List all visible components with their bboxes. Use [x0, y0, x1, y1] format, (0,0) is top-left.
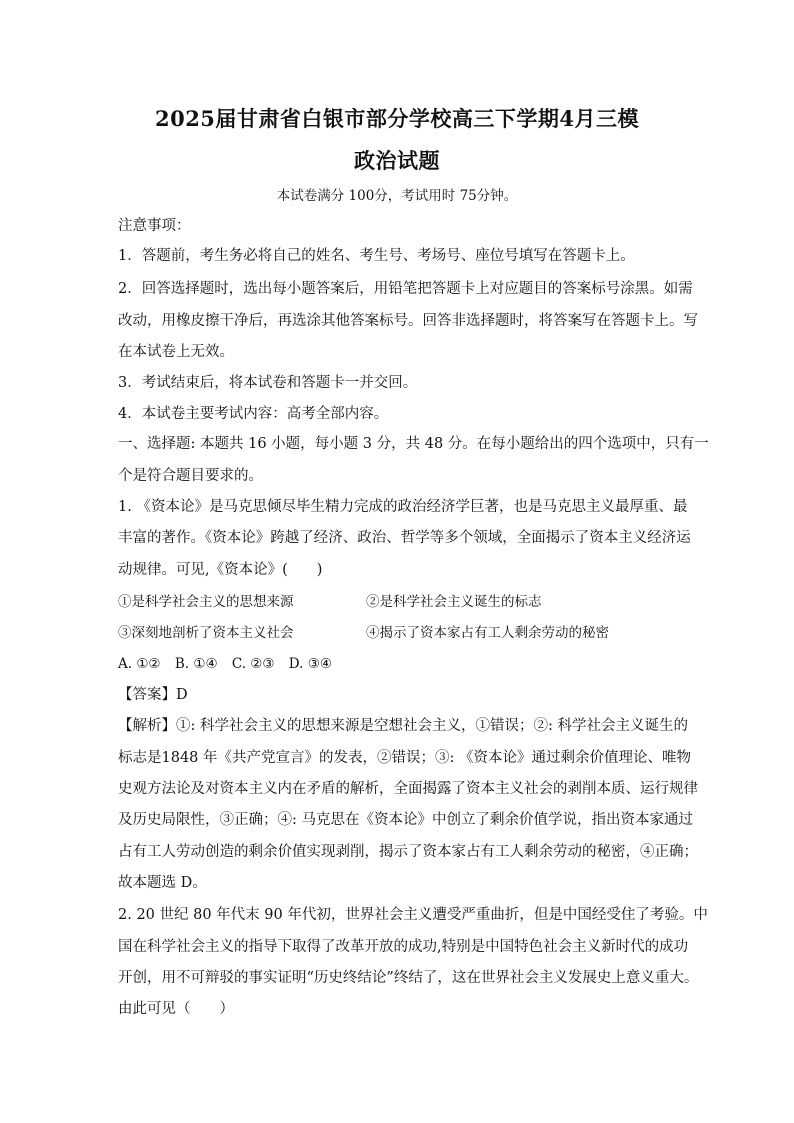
- analysis-line: 【解析】①: 科学社会主义的思想来源是空想社会主义，①错误；②: 科学社会主义诞生的: [118, 718, 688, 734]
- answer-label: 【答案】D: [118, 687, 188, 703]
- question-stem: 开创，用不可辩驳的事实证明“历史终结论”终结了，这在世界社会主义发展史上意义重大。: [118, 970, 699, 986]
- notes-line: 3．考试结束后，将本试卷和答题卡一并交回。: [118, 375, 418, 391]
- notes-line: 4．本试卷主要考试内容：高考全部内容。: [118, 406, 389, 422]
- section-heading: 个是符合题目要求的。: [118, 468, 263, 484]
- question-stem: 动规律。可见,《资本论》( ): [118, 562, 323, 578]
- analysis-line: 及历史局限性，③正确；④: 马克思在《资本论》中创立了剩余价值学说，指出资本家通过: [118, 812, 693, 828]
- question-stem: 国在科学社会主义的指导下取得了改革开放的成功,特别是中国特色社会主义新时代的成功: [118, 939, 689, 955]
- notes-heading: 注意事项：: [118, 218, 191, 234]
- question-stem: 1. 《资本论》是马克思倾尽毕生精力完成的政治经济学巨著，也是马克思主义最厚重、最: [118, 499, 688, 515]
- analysis-line: 标志是1848 年《共产党宣言》的发表，②错误；③: 《资本论》通过剩余价值理论、唯物: [118, 750, 692, 766]
- document-title: 2025届甘肃省白银市部分学校高三下学期4月三模: [154, 106, 640, 131]
- option-item: ④揭示了资本家占有工人剩余劳动的秘密: [366, 625, 609, 641]
- question-stem: 2. 20 世纪 80 年代末 90 年代初，世界社会主义遭受严重曲折，但是中国经受住了考验。中: [118, 907, 708, 923]
- choice-b: B. ①④: [174, 656, 218, 672]
- analysis-line: 史观方法论及对资本主义内在矛盾的解析，全面揭露了资本主义社会的剥削本质、运行规律: [118, 781, 698, 797]
- analysis-line: 故本题选 D。: [118, 875, 207, 891]
- option-item: ②是科学社会主义诞生的标志: [366, 594, 542, 610]
- question-stem: 由此可见（ ）: [118, 1001, 234, 1017]
- document-subtitle: 政治试题: [354, 148, 440, 173]
- choice-d: D. ③④: [288, 656, 332, 672]
- option-item: ③深刻地剖析了资本主义社会: [118, 625, 294, 641]
- question-stem: 丰富的著作。《资本论》跨越了经济、政治、哲学等多个领域，全面揭示了资本主义经济运: [118, 530, 691, 546]
- choice-a: A. ①②: [118, 656, 161, 672]
- exam-info: 本试卷满分 100分，考试用时 75分钟。: [276, 188, 518, 204]
- answer-choices: [118, 654, 678, 674]
- option-item: ①是科学社会主义的思想来源: [118, 594, 294, 610]
- choice-c: C. ②③: [231, 656, 275, 672]
- notes-line: 2．回答选择题时，选出每小题答案后，用铅笔把答题卡上对应题目的答案标号涂黑。如需: [118, 281, 693, 297]
- analysis-line: 占有工人劳动创造的剩余价值实现剥削，揭示了资本家占有工人剩余劳动的秘密，④正确；: [118, 844, 698, 860]
- notes-line: 在本试卷上无效。: [118, 344, 234, 360]
- notes-line: 改动，用橡皮擦干净后，再选涂其他答案标号。回答非选择题时，将答案写在答题卡上。写: [118, 313, 698, 329]
- notes-line: 1．答题前，考生务必将自己的姓名、考生号、考场号、座位号填写在答题卡上。: [118, 248, 635, 264]
- section-heading: 一、选择题: 本题共 16 小题，每小题 3 分，共 48 分。在每小题给出的四个选项中，只有一: [118, 436, 709, 452]
